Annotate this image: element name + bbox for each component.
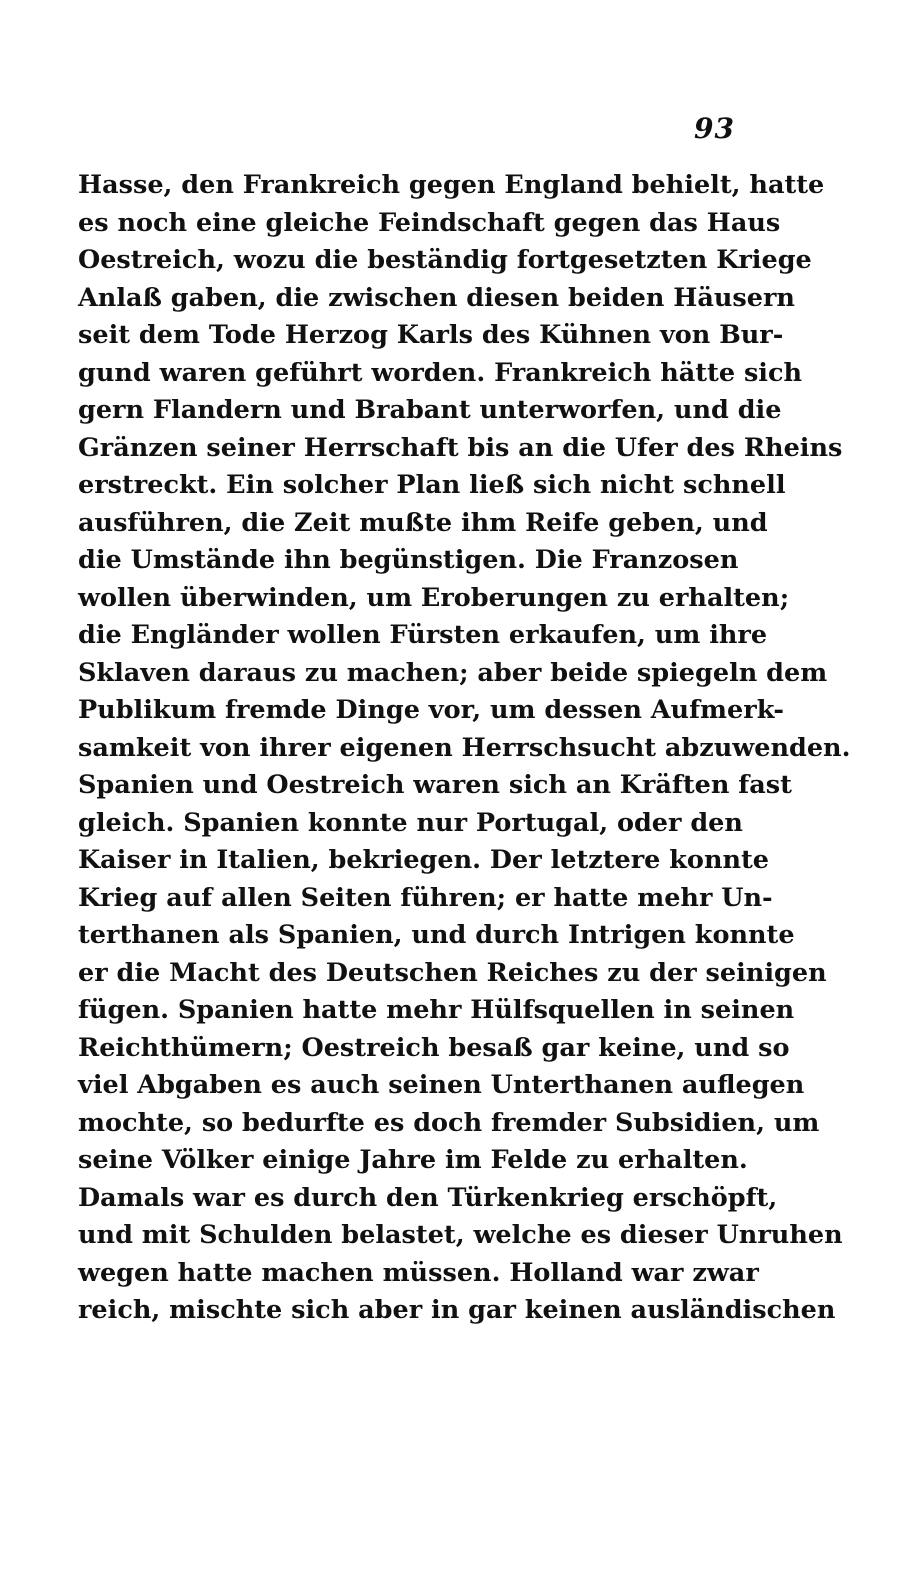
text-line-16: samkeit von ihrer eigenen Herrschsucht abzuwenden. — [78, 732, 851, 763]
text-line-9: erstreckt. Ein solcher Plan ließ sich nicht schnell — [78, 470, 786, 500]
text-line-26: mochte, so bedurfte es doch fremder Subsidien, um — [78, 1107, 820, 1138]
text-line-22: er die Macht des Deutschen Reiches zu der seinigen — [78, 957, 827, 988]
text-line-29: und mit Schulden belastet, welche es dieser Unruhen — [78, 1220, 843, 1250]
text-line-10: ausführen, die Zeit mußte ihm Reife geben, und — [78, 507, 768, 538]
text-line-30: wegen hatte machen müssen. Holland war zwar — [78, 1257, 759, 1288]
text-line-17: Spanien und Oestreich waren sich an Kräften fast — [78, 770, 792, 800]
text-line-18: gleich. Spanien konnte nur Portugal, oder den — [78, 807, 743, 838]
text-line-2: es noch eine gleiche Feindschaft gegen das Haus — [78, 207, 781, 238]
text-line-13: die Engländer wollen Fürsten erkaufen, um ihre — [78, 620, 768, 650]
text-line-21: terthanen als Spanien, und durch Intrigen konnte — [78, 920, 795, 950]
text-line-23: fügen. Spanien hatte mehr Hülfsquellen in seinen — [78, 995, 795, 1025]
text-line-14: Sklaven daraus zu machen; aber beide spiegeln dem — [78, 657, 828, 688]
text-line-1: Hasse, den Frankreich gegen England behielt, hatte — [78, 170, 825, 200]
text-line-12: wollen überwinden, um Eroberungen zu erhalten; — [78, 582, 790, 613]
text-line-25: viel Abgaben es auch seinen Unterthanen auflegen — [78, 1070, 805, 1100]
text-line-19: Kaiser in Italien, bekriegen. Der letztere konnte — [78, 845, 770, 875]
text-line-7: gern Flandern und Brabant unterworfen, und die — [78, 395, 782, 425]
text-line-11: die Umstände ihn begünstigen. Die Franzosen — [78, 545, 739, 575]
body-text — [78, 167, 851, 1330]
text-line-8: Gränzen seiner Herrschaft bis an die Ufer des Rheins — [78, 432, 843, 463]
text-line-6: gund waren geführt worden. Frankreich hätte sich — [78, 357, 803, 388]
text-line-4: Anlaß gaben, die zwischen diesen beiden Häusern — [78, 282, 795, 313]
text-line-24: Reichthümern; Oestreich besaß gar keine, und so — [78, 1032, 790, 1063]
text-line-20: Krieg auf allen Seiten führen; er hatte mehr Un- — [78, 882, 773, 913]
text-line-28: Damals war es durch den Türkenkrieg erschöpft, — [78, 1182, 778, 1213]
page-number: 93 — [694, 112, 735, 145]
text-line-3: Oestreich, wozu die beständig fortgesetzten Kriege — [78, 245, 812, 275]
text-line-31: reich, mischte sich aber in gar keinen ausländischen — [78, 1295, 836, 1325]
text-line-5: seit dem Tode Herzog Karls des Kühnen von Bur- — [78, 320, 784, 350]
text-line-27: seine Völker einige Jahre im Felde zu erhalten. — [78, 1145, 748, 1175]
text-line-15: Publikum fremde Dinge vor, um dessen Aufmerk- — [78, 695, 784, 725]
